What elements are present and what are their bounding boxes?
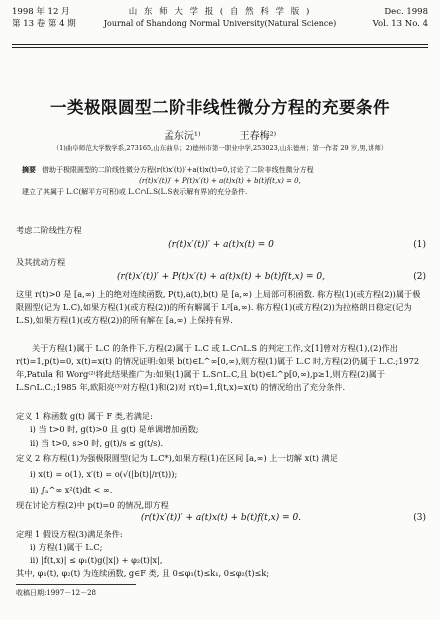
definition-1-item-ii: ii) 当 t>0, s>0 时, g(t)/s ≤ g(t/s). (30, 438, 164, 448)
equation-3-body: (r(t)x′(t))′ + a(t)x(t) + b(t)f(t,x) = 0. (140, 513, 302, 523)
intro-text: 考虑二阶线性方程 (16, 225, 82, 235)
definition-1: 定义 1 称函数 g(t) 属于 F 类,若满足: (16, 411, 153, 421)
footnote-rule (16, 584, 136, 585)
abstract-line1: 借助于极限圆型的二阶线性微分方程(r(t)x′(t))′+a(t)x(t)=0,讨论了二阶非线性微分方程 (42, 166, 314, 174)
running-header (12, 6, 428, 48)
equation-2-body: (r(t)x′(t))′ + P(t)x′(t) + a(t)x(t) + b(t)f(t,x) = 0, (117, 272, 325, 282)
definition-2: 定义 2 称方程(1)为强极限圆型(记为 L.C*),如果方程(1)在区间 [a,∞) 上一切解 x(t) 满足 (16, 453, 338, 463)
affiliation: （1)曲阜师范大学数学系,273165,山东曲阜；2)德州市第一职业中学,253023,山东德州；第一作者 29 岁,男,讲师） (52, 144, 388, 152)
abstract-label: 摘要 (22, 166, 36, 174)
equation-1-body: (r(t)x′(t))′ + a(t)x(t) = 0 (168, 240, 274, 250)
theorem-1-item-i: i) 方程(1)属于 L.C; (30, 542, 103, 552)
header-rule (12, 44, 428, 45)
definitions-paragraph: 这里 r(t)>0 是 [a,∞) 上的绝对连续函数, P(t),a(t),b(t) 是 [a,∞) 上局部可积函数. 称方程(1)(或方程(2))属于极限圆型(记为 L.C),如果方程(1)(或方程(2))的所有解属于 L²[a,∞). 称方程(1)(或方程(2))为拉格朗日稳定(记为 L.S),如果方程(1)(或方程(2))的所有解在 [a,∞) 上保持有界. (16, 289, 421, 325)
author-1: 孟东沅¹⁾ (163, 131, 201, 142)
paper-title: 一类极限圆型二阶非线性微分方程的充要条件 (50, 98, 390, 117)
issue-date: 1998 年 12 月 (12, 7, 70, 17)
journal-name-en: Journal of Shandong Normal University(Natural Science) (103, 19, 337, 28)
journal-name-cn: 山 东 师 大 学 报 ( 自 然 科 学 版 ) (128, 7, 312, 17)
equation-1-number: (1) (413, 240, 426, 250)
theorem-1: 定理 1 假设方程(3)满足条件: (16, 529, 123, 539)
definition-2-item-i: i) x(t) = o(1), x′(t) = o(√(|b(t)|/r(t))); (30, 469, 178, 479)
definition-2-item-ii: ii) ∫ₐ^∞ x²(t)dt < ∞. (30, 485, 113, 495)
equation-3-intro: 现在讨论方程(2)中 p(t)=0 的情况,即方程 (16, 500, 169, 510)
volume-issue-cn: 第 13 卷 第 4 期 (12, 19, 76, 29)
header-center (92, 6, 348, 30)
volume-issue-en: Vol. 13 No. 4 (372, 19, 428, 29)
equation-2 (16, 272, 426, 282)
issue-date-en: Dec. 1998 (384, 7, 428, 17)
equation-2-number: (2) (413, 272, 426, 282)
received-date: 收稿日期:1997－12－28 (16, 589, 96, 597)
abstract (22, 165, 418, 198)
perturbed-intro: 及其扰动方程 (16, 257, 66, 267)
header-rule-thin (12, 47, 428, 48)
definition-1-item-i: i) 当 t>0 时, g(t)>0 且 g(t) 是单调增加函数; (30, 424, 199, 434)
theorem-1-conditions: 其中, φ₁(t), φ₂(t) 为连续函数, g∈F 类, 且 0≤φ₁(t)≤k₁, 0≤φ₂(t)≤k; (16, 568, 270, 578)
header-right (373, 6, 428, 30)
author-list (0, 127, 440, 142)
equation-3-number: (3) (413, 513, 426, 523)
header-left (12, 6, 76, 30)
background-paragraph: 关于方程(1)属于 L.C 的条件下,方程(2)属于 L.C 或 L.C∩L.S 的判定工作,文[1]曾对方程(1),(2)作出 r(t)=1,p(t)=0, x(t)=x(t) 的情况证明:如果 b(t)∈L^∞[0,∞),则方程(1)属于 L.C 时,方程(2)仍属于 L.C.;1972 年,Patula 和 Worg⁽²⁾将此结果推广为:如果(1)属于 L.S∩L.C,且 b(t)∈L^p[0,∞),p≥1,则方程(2)属于 L.S∩L.C.;1985 年,欧阳亮⁽³⁾对方程(1)和(2)对 r(t)=1,f(t,x)=x(t) 的情况给出了充分条件. (16, 343, 420, 392)
abstract-line2: 建立了其属于 L.C(解平方可积)或 L.C∩L.S(L.S表示解有界)的充分条件. (22, 188, 248, 196)
author-2: 王春梅²⁾ (239, 131, 277, 142)
equation-1 (16, 240, 426, 250)
abstract-equation: (r(t)x′(t))′ + P(t)x′(t) + a(t)x(t) + b(t)f(t,x) = 0, (139, 177, 301, 185)
theorem-1-item-ii: ii) |f(t,x)| ≤ φ₁(t)g(|x|) + φ₂(t)|x|, (30, 555, 163, 565)
equation-3 (16, 513, 426, 523)
